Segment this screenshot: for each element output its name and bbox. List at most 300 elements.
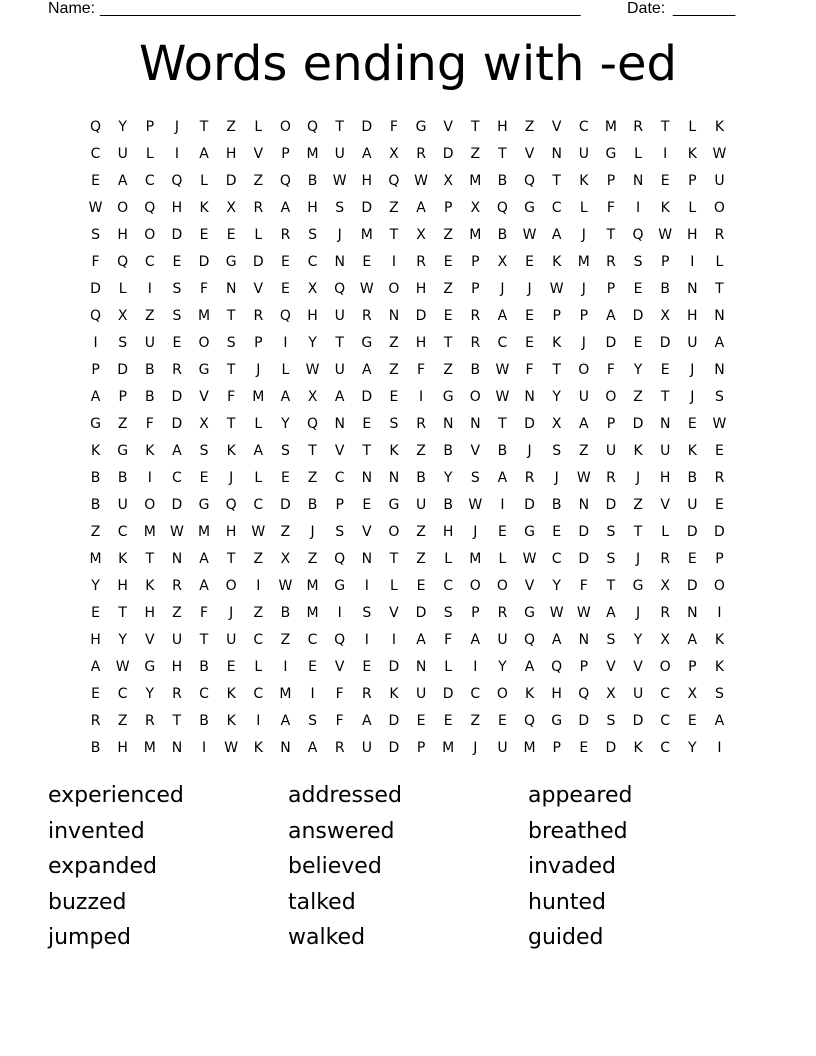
grid-letter: L [634,146,642,162]
grid-row [82,735,734,762]
grid-letter: V [470,443,481,459]
grid-letter: O [496,578,508,594]
grid-letter: I [635,200,641,216]
grid-letter: O [578,362,590,378]
grid-letter: H [90,632,101,648]
grid-row [82,546,734,573]
grid-letter: D [280,497,291,513]
grid-letter: B [307,497,318,513]
grid-letter: U [497,740,508,756]
grid-letter: R [172,362,182,378]
grid-letter: L [200,173,208,189]
grid-letter: X [307,281,318,297]
grid-letter: V [253,281,264,297]
grid-letter: D [90,281,101,297]
grid-letter: P [660,254,670,270]
grid-letter: N [388,308,400,324]
grid-letter: V [524,578,535,594]
grid-letter: T [660,119,670,135]
grid-letter: U [605,443,617,459]
grid-letter: L [688,200,697,216]
grid-letter: A [470,632,481,648]
grid-letter: M [360,227,373,243]
grid-letter: D [442,146,454,162]
grid-letter: U [171,632,183,648]
grid-row [82,222,734,249]
word-list [48,780,768,958]
grid-letter: T [471,119,480,135]
grid-letter: J [690,389,695,405]
grid-letter: M [279,686,292,702]
grid-letter: A [199,551,209,567]
grid-letter: K [226,713,236,729]
grid-letter: X [551,416,562,432]
grid-letter: W [359,281,374,297]
grid-letter: O [469,389,481,405]
grid-letter: J [473,740,478,756]
grid-letter: H [117,740,128,756]
grid-letter: H [687,308,698,324]
word-list-item: invaded [528,854,617,879]
grid-letter: N [578,632,590,648]
grid-letter: X [226,200,236,216]
grid-letter: Z [579,443,589,459]
grid-letter: F [525,362,534,378]
grid-letter: G [442,389,454,405]
grid-letter: K [253,740,263,756]
grid-letter: S [633,254,643,270]
grid-letter: F [335,686,344,702]
grid-letter: L [281,362,290,378]
grid-letter: T [199,119,209,135]
grid-letter: R [280,227,291,243]
grid-letter: Q [307,416,319,432]
grid-letter: Q [171,173,183,189]
grid-letter: M [143,524,156,540]
grid-letter: W [658,227,673,243]
grid-letter: D [388,659,400,675]
grid-letter: K [389,443,399,459]
grid-letter: I [500,497,505,513]
grid-letter: P [715,551,724,567]
grid-letter: D [524,416,535,432]
grid-letter: I [391,254,396,270]
grid-row [82,249,734,276]
grid-letter: S [606,524,616,540]
grid-letter: H [307,200,318,216]
grid-letter: I [256,713,261,729]
grid-letter: N [687,605,698,621]
grid-row [82,573,734,600]
grid-letter: T [362,443,372,459]
grid-letter: E [660,362,670,378]
grid-letter: Y [308,335,317,351]
grid-letter: Z [524,119,535,135]
grid-letter: P [254,335,263,351]
grid-letter: U [117,497,128,513]
grid-letter: W [712,416,727,432]
grid-letter: V [362,524,372,540]
grid-letter: I [337,605,342,621]
grid-letter: N [659,416,671,432]
grid-letter: D [361,200,373,216]
grid-letter: C [470,686,481,702]
grid-letter: Z [416,443,426,459]
word-list-item: talked [288,889,356,915]
grid-letter: F [335,713,344,729]
grid-letter: Z [416,524,426,540]
grid-letter: M [469,173,482,189]
grid-letter: F [91,254,100,270]
grid-letter: Q [524,173,536,189]
grid-letter: G [605,146,617,162]
grid-letter: K [660,200,670,216]
grid-letter: D [117,362,129,378]
grid-letter: W [495,389,510,405]
grid-letter: V [660,497,670,513]
grid-letter: S [172,308,182,324]
grid-letter: C [90,146,101,162]
grid-letter: Y [552,578,561,594]
grid-letter: O [144,497,156,513]
grid-letter: Z [307,551,318,567]
grid-letter: Q [388,173,400,189]
grid-letter: B [307,173,318,189]
grid-letter: Q [524,713,536,729]
grid-letter: P [606,281,616,297]
word-list-item: appeared [528,783,633,808]
grid-letter: K [714,659,725,675]
grid-letter: Q [334,551,346,567]
grid-letter: A [172,443,182,459]
grid-letter: E [498,524,507,540]
grid-letter: N [334,416,345,432]
grid-letter: F [417,362,426,378]
grid-letter: M [306,605,319,621]
grid-letter: G [632,578,644,594]
grid-letter: K [633,443,643,459]
grid-letter: A [606,605,616,621]
grid-letter: P [471,281,480,297]
grid-letter: M [523,740,536,756]
grid-letter: Y [498,659,507,675]
grid-letter: K [145,578,155,594]
grid-letter: I [147,470,152,486]
grid-letter: L [254,470,263,486]
grid-letter: I [283,335,288,351]
grid-letter: B [416,470,426,486]
grid-letter: U [415,686,427,702]
grid-letter: C [497,335,508,351]
grid-letter: S [714,389,724,405]
grid-letter: J [635,605,641,621]
grid-letter: I [418,389,424,405]
grid-letter: H [171,200,183,216]
grid-letter: R [361,308,372,324]
grid-letter: R [416,416,426,432]
grid-letter: B [497,443,508,459]
grid-letter: E [199,227,209,243]
grid-letter: J [229,470,234,486]
grid-letter: M [469,227,482,243]
grid-letter: A [280,389,291,405]
grid-letter: Y [118,632,127,648]
grid-letter: J [310,524,315,540]
grid-row [82,438,734,465]
grid-letter: B [280,605,291,621]
word-list-item: invented [48,818,145,844]
grid-letter: U [714,173,725,189]
grid-letter: A [90,659,101,675]
grid-letter: T [660,389,670,405]
grid-letter: F [200,605,209,621]
grid-letter: T [199,632,209,648]
grid-letter: H [117,227,128,243]
word-list-item: expanded [48,854,158,879]
grid-letter: P [471,605,480,621]
grid-letter: R [470,308,481,324]
grid-letter: B [90,740,101,756]
grid-letter: B [443,443,453,459]
grid-letter: D [605,740,617,756]
grid-letter: D [415,605,427,621]
grid-letter: R [334,740,345,756]
word-search-grid [82,114,734,762]
grid-letter: R [144,713,155,729]
grid-letter: U [497,632,508,648]
grid-letter: U [361,740,372,756]
grid-letter: Z [253,173,264,189]
grid-letter: Z [253,551,264,567]
grid-letter: B [497,227,508,243]
grid-letter: N [280,740,291,756]
name-label: Name: [48,0,96,17]
grid-letter: S [280,443,290,459]
grid-letter: N [442,416,454,432]
grid-letter: W [115,659,130,675]
grid-letter: Z [470,146,481,162]
grid-letter: Y [633,362,643,378]
grid-row [82,600,734,627]
grid-letter: V [443,119,453,135]
grid-letter: I [93,335,98,351]
grid-letter: F [200,281,209,297]
grid-letter: T [226,551,236,567]
grid-letter: D [659,335,671,351]
grid-letter: U [632,686,644,702]
grid-letter: E [281,281,290,297]
grid-letter: C [660,740,671,756]
grid-letter: K [226,443,236,459]
grid-row [82,492,734,519]
grid-letter: E [552,524,562,540]
grid-letter: S [172,281,182,297]
grid-letter: G [144,659,156,675]
grid-letter: H [687,227,698,243]
grid-letter: W [522,227,537,243]
grid-letter: T [389,227,399,243]
grid-letter: U [334,146,345,162]
grid-letter: E [416,578,426,594]
grid-letter: G [334,578,346,594]
grid-letter: U [578,389,589,405]
grid-letter: P [471,254,480,270]
word-list-item: hunted [528,889,606,915]
grid-letter: E [172,254,182,270]
grid-letter: E [416,713,426,729]
grid-letter: M [89,551,102,567]
grid-letter: Y [91,578,100,594]
grid-letter: H [225,524,237,540]
grid-letter: H [307,308,318,324]
grid-letter: K [714,119,725,135]
grid-row [82,411,734,438]
grid-letter: A [714,713,725,729]
grid-letter: F [444,632,453,648]
grid-letter: V [334,659,345,675]
grid-letter: P [579,308,589,324]
grid-letter: N [171,551,183,567]
word-list-item: buzzed [48,889,127,915]
grid-letter: Q [117,254,129,270]
grid-letter: K [226,686,236,702]
grid-letter: P [281,146,290,162]
grid-letter: D [388,740,400,756]
grid-letter: G [551,713,563,729]
grid-letter: Z [280,524,291,540]
grid-letter: L [688,119,697,135]
grid-letter: N [171,740,183,756]
grid-letter: R [361,686,372,702]
grid-letter: F [389,119,398,135]
grid-letter: A [687,632,698,648]
grid-letter: L [390,578,398,594]
grid-letter: F [227,389,236,405]
grid-letter: S [308,227,317,243]
grid-letter: O [117,200,129,216]
grid-letter: M [198,524,211,540]
grid-letter: Q [334,632,346,648]
grid-letter: S [389,416,399,432]
grid-letter: C [144,173,155,189]
grid-letter: G [225,254,237,270]
grid-letter: J [690,362,695,378]
name-blank: ______________________________________________________ [100,0,581,17]
grid-letter: O [469,578,481,594]
grid-letter: H [225,146,237,162]
grid-letter: S [714,686,724,702]
grid-letter: P [443,200,453,216]
grid-letter: K [524,686,535,702]
grid-letter: G [361,335,373,351]
grid-letter: Y [552,389,561,405]
grid-letter: X [497,254,508,270]
grid-letter: D [686,524,698,540]
grid-letter: C [117,524,128,540]
grid-row [82,465,734,492]
grid-letter: Y [145,686,155,702]
grid-letter: X [470,200,481,216]
grid-letter: I [201,740,207,756]
grid-letter: H [442,524,454,540]
grid-letter: P [606,173,616,189]
grid-row [82,384,734,411]
grid-letter: Z [443,227,453,243]
grid-letter: P [552,308,561,324]
grid-letter: M [604,119,617,135]
grid-row [82,303,734,330]
grid-letter: M [198,308,211,324]
grid-letter: A [551,632,562,648]
grid-letter: L [715,254,724,270]
grid-letter: D [171,227,183,243]
grid-letter: R [524,470,535,486]
grid-letter: E [362,254,372,270]
date-blank: _______ [673,0,736,17]
grid-letter: J [581,281,586,297]
grid-letter: P [688,173,697,189]
grid-letter: E [389,389,399,405]
grid-letter: W [576,470,591,486]
grid-letter: T [389,551,399,567]
grid-letter: B [687,470,698,486]
grid-letter: K [579,173,589,189]
grid-letter: R [606,254,616,270]
grid-letter: N [388,470,400,486]
grid-letter: U [415,497,427,513]
grid-letter: C [334,470,345,486]
grid-letter: E [443,254,453,270]
grid-letter: A [579,416,589,432]
grid-letter: K [714,632,725,648]
grid-letter: O [198,335,210,351]
grid-letter: A [714,335,725,351]
grid-letter: F [145,416,154,432]
grid-letter: K [199,200,209,216]
grid-letter: P [552,740,561,756]
grid-letter: O [225,578,237,594]
grid-letter: P [688,659,697,675]
grid-letter: D [171,389,183,405]
grid-letter: C [144,254,155,270]
grid-letter: R [416,146,426,162]
grid-letter: G [524,605,535,621]
grid-letter: W [712,146,727,162]
grid-letter: Z [226,119,236,135]
word-list-item: answered [288,818,395,844]
grid-letter: E [715,497,724,513]
grid-letter: I [256,578,261,594]
grid-letter: E [443,308,453,324]
grid-letter: I [717,605,722,621]
grid-letter: K [90,443,101,459]
grid-letter: T [443,335,453,351]
grid-letter: W [549,281,564,297]
grid-letter: Q [551,659,563,675]
grid-letter: A [253,443,264,459]
grid-letter: D [632,308,644,324]
grid-row [82,519,734,546]
grid-letter: A [551,227,562,243]
grid-letter: T [145,551,155,567]
grid-letter: B [145,389,155,405]
grid-letter: D [388,713,400,729]
word-list-item: breathed [528,818,628,844]
grid-letter: Z [172,605,182,621]
grid-letter: A [497,470,508,486]
grid-letter: A [497,308,508,324]
grid-letter: E [660,173,670,189]
